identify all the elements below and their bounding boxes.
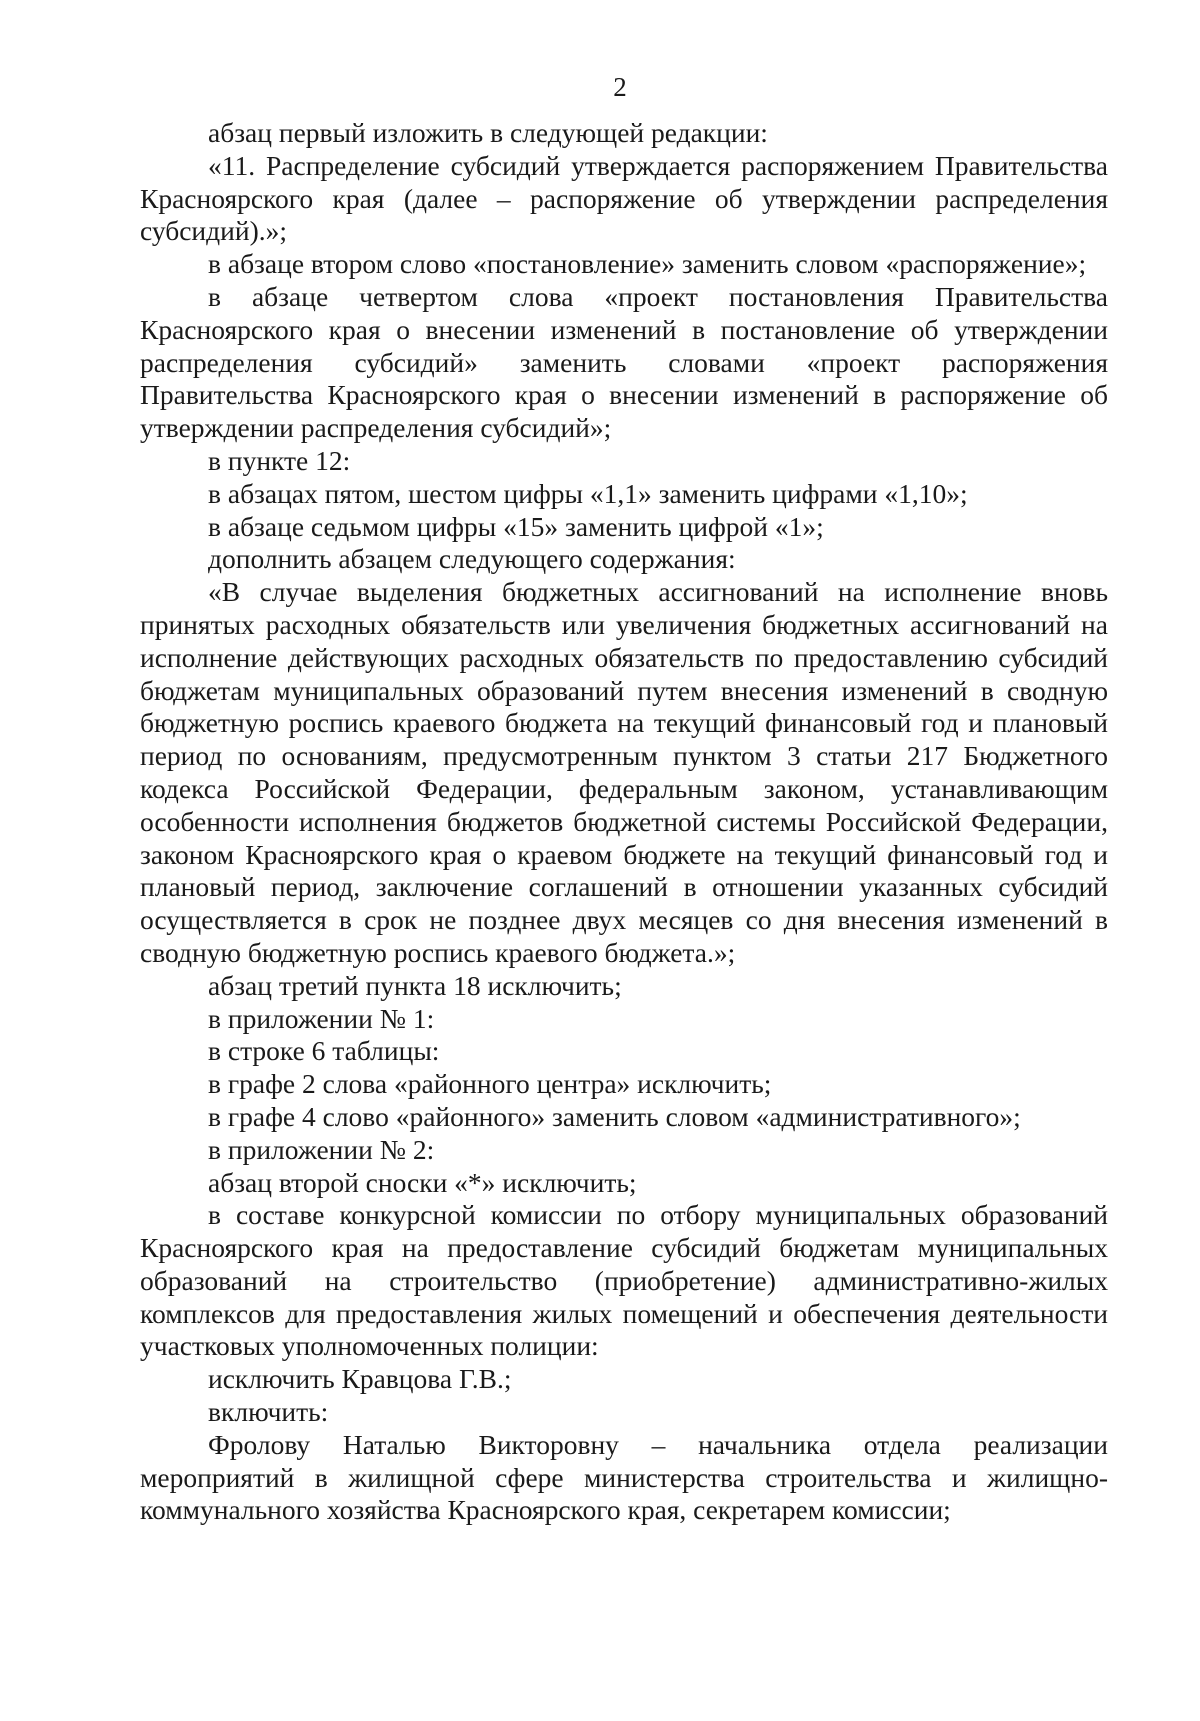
paragraph: в пункте 12: [208,444,351,476]
document-body [140,117,1108,1527]
paragraph: в составе конкурсной комиссии по отбору муниципальных образований Красноярского края на предоставление субсидий бюджетам муниципальных образований на строительство (приобретение) административно-жилых комплексов для предоставления жилых помещений и обеспечения деятельности участковых уполномоченных полиции: [140,1199,1108,1362]
paragraph: в приложении № 1: [208,1002,435,1034]
paragraph: в абзаце четвертом слова «проект постановления Правительства Красноярского края о внесении изменений в постановление об утверждении распределения субсидий» заменить словами «проект распоряжения Правительства Красноярского края о внесении изменений в распоряжение об утверждении распределения субсидий»; [140,280,1108,444]
paragraph: абзац второй сноски «*» исключить; [208,1166,637,1198]
paragraph: в строке 6 таблицы: [208,1035,440,1067]
paragraph: в абзаце втором слово «постановление» заменить словом «распоряжение»; [208,248,1087,280]
page-number: 2 [613,72,627,102]
paragraph: абзац третий пункта 18 исключить; [208,969,622,1001]
paragraph: «11. Распределение субсидий утверждается распоряжением Правительства Красноярского края (далее – распоряжение об утверждении распределения субсидий).»; [140,149,1108,247]
paragraph: дополнить абзацем следующего содержания: [208,543,736,575]
paragraph: абзац первый изложить в следующей редакции: [208,117,768,148]
paragraph: исключить Кравцова Г.В.; [208,1363,512,1395]
paragraph: в абзацах пятом, шестом цифры «1,1» заменить цифрами «1,10»; [208,477,968,509]
paragraph: в графе 4 слово «районного» заменить словом «административного»; [208,1100,1021,1132]
paragraph: в приложении № 2: [208,1133,435,1165]
paragraph: включить: [208,1396,329,1428]
paragraph: «В случае выделения бюджетных ассигнований на исполнение вновь принятых расходных обязательств или увеличения бюджетных ассигнований на исполнение действующих расходных обязательств по предоставлению субсидий бюджетам муниципальных образований путем внесения изменений в сводную бюджетную роспись краевого бюджета на текущий финансовый год и плановый период по основаниям, предусмотренным пунктом 3 статьи 217 Бюджетного кодекса Российской Федерации, федеральным законом, устанавливающим особенности исполнения бюджетов бюджетной системы Российской Федерации, законом Красноярского края о краевом бюджете на текущий финансовый год и плановый период, заключение соглашений в отношении указанных субсидий осуществляется в срок не позднее двух месяцев со дня внесения изменений в сводную бюджетную роспись краевого бюджета.»; [140,576,1108,968]
paragraph: в графе 2 слова «районного центра» исключить; [208,1068,772,1100]
paragraph: в абзаце седьмом цифры «15» заменить цифрой «1»; [208,510,824,542]
paragraph: Фролову Наталью Викторовну – начальника отдела реализации мероприятий в жилищной сфере министерства строительства и жилищно-коммунального хозяйства Красноярского края, секретарем комиссии; [140,1428,1108,1526]
